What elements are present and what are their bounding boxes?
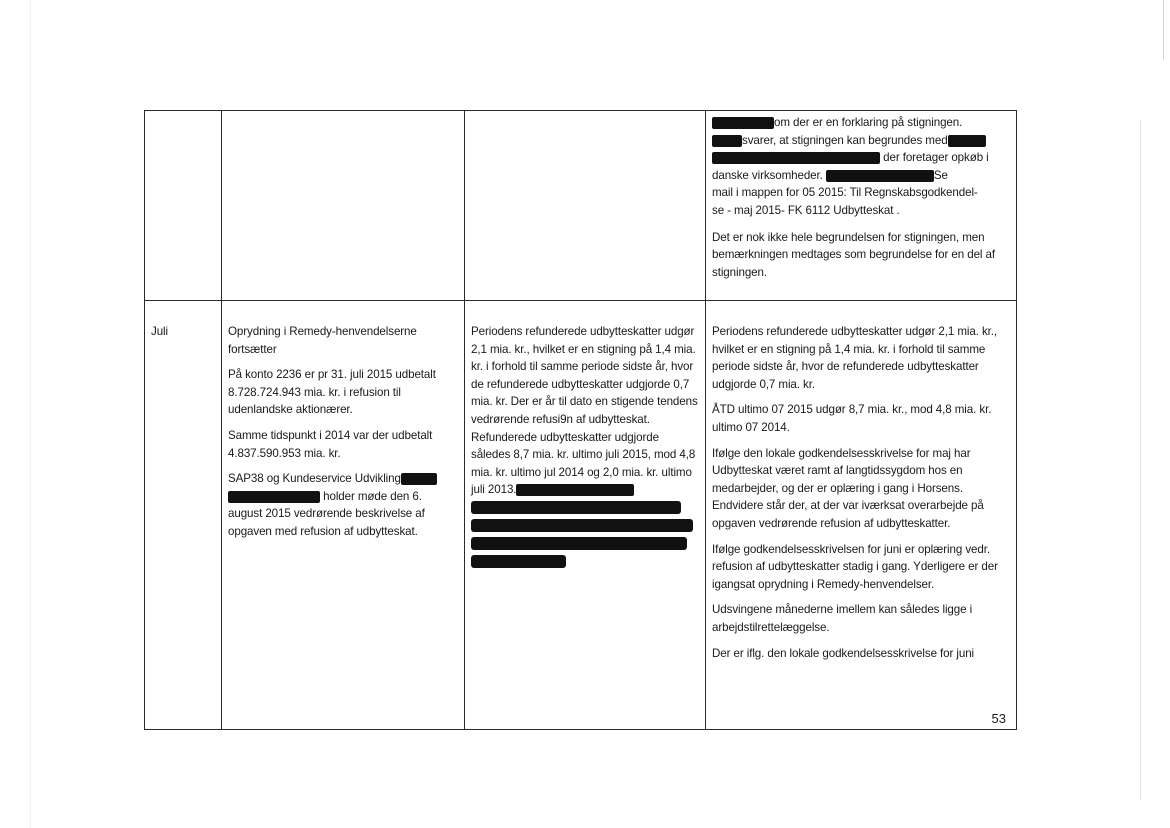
redaction — [471, 519, 693, 532]
table-row — [145, 111, 1017, 301]
month-label: Juli — [151, 325, 168, 338]
paragraph: Det er nok ikke hele begrundelsen for stigningen, men bemærkningen medtages som begrundelse for en del af stigningen. — [712, 230, 995, 279]
month-cell — [145, 301, 222, 730]
redaction — [471, 537, 687, 550]
paragraph: Der er iflg. den lokale godkendelsesskrivelse for juni — [712, 646, 975, 660]
redaction — [712, 152, 880, 164]
page-number: 53 — [991, 711, 1006, 726]
redaction — [948, 135, 986, 147]
paragraph: Ifølge godkendelsesskrivelsen for juni er oplæring vedr. refusion af udbytteskatter stadig i gang. Yderligere er der igangsat oprydning i Remedy-henvendelser. — [712, 542, 998, 591]
text-line: svarer, at stigningen kan begrundes med — [712, 132, 1010, 150]
text-line: mail i mappen for 05 2015: Til Regnskabsgodkendel- — [712, 186, 978, 200]
comment-cell — [706, 301, 1017, 730]
redaction — [712, 135, 742, 147]
text-line: danske virksomheder. Se — [712, 168, 948, 182]
activity-cell — [222, 111, 465, 301]
document-table — [144, 110, 1017, 730]
table-row — [145, 301, 1017, 730]
scan-edge — [1163, 0, 1164, 60]
text-line: om der er en forklaring på stigningen. — [712, 114, 1010, 132]
month-cell — [145, 111, 222, 301]
activity-cell — [222, 301, 465, 730]
paragraph: Samme tidspunkt i 2014 var der udbetalt 4.837.590.953 mia. kr. — [228, 428, 433, 460]
paragraph: Periodens refunderede udbytteskatter udgør 2,1 mia. kr., hvilket er en stigning på 1,4 mia. kr. i forhold til samme periode sidste år, hvor de refunderede udbytteskatter udgjorde 0,7 mia. kr. Der er år til dato en stigende tendens vedrørende refusi9n af udbytteskat. Refunderede udbytteskatter udgjorde således 8,7 mia. kr. ultimo juli 2015, mod 4,8 mia. kr. ultimo jul 2014 og 2,0 mia. kr. ultimo juli 2013. — [471, 325, 698, 497]
scan-edge — [30, 0, 31, 828]
redaction — [228, 491, 320, 503]
text-line: se - maj 2015- FK 6112 Udbytteskat . — [712, 203, 900, 217]
redaction — [471, 555, 566, 568]
redaction — [826, 170, 934, 182]
paragraph: Udsvingene månederne imellem kan således ligge i arbejdstilrettelæggelse. — [712, 603, 973, 634]
paragraph: På konto 2236 er pr 31. juli 2015 udbetalt 8.728.724.943 mia. kr. i refusion til udenlandske aktionærer. — [228, 368, 436, 417]
redaction — [471, 501, 681, 514]
redaction — [516, 484, 634, 496]
analysis-cell — [465, 301, 706, 730]
paragraph: Oprydning i Remedy-henvendelserne fortsætter — [228, 325, 417, 356]
redaction — [712, 117, 774, 129]
comment-cell — [706, 111, 1017, 301]
paragraph: Ifølge den lokale godkendelsesskrivelse for maj har Udbytteskat været ramt af langtidssygdom hos en medarbejder, og der er oplæring i gang i Horsens. Endvidere står der, at der var iværksat overarbejde på opgaven vedrørende refusion af udbytteskatter. — [712, 446, 984, 530]
scan-edge — [1140, 120, 1141, 800]
text-line: der foretager opkøb i — [712, 149, 1010, 167]
redaction — [401, 473, 437, 485]
analysis-cell — [465, 111, 706, 301]
paragraph: SAP38 og Kundeservice Udvikling holder møde den 6. august 2015 vedrørende beskrivelse af opgaven med refusion af udbytteskat. — [228, 470, 458, 540]
paragraph: ÅTD ultimo 07 2015 udgør 8,7 mia. kr., mod 4,8 mia. kr. ultimo 07 2014. — [712, 403, 992, 434]
paragraph: Periodens refunderede udbytteskatter udgør 2,1 mia. kr., hvilket er en stigning på 1,4 mia. kr. i forhold til samme periode sidste år, hvor de refunderede udbytteskatter udgjorde 0,7 mia. kr. — [712, 325, 998, 391]
